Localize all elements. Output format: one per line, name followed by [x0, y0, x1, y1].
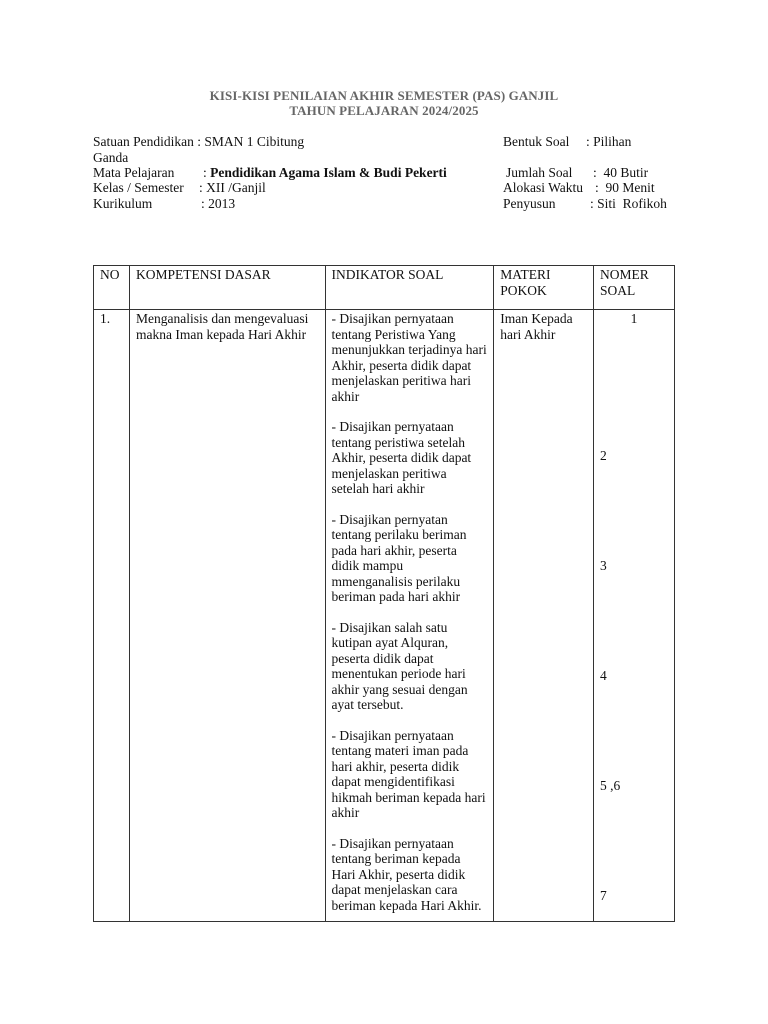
satuan-continuation: Ganda	[93, 150, 129, 165]
document-subtitle: TAHUN PELAJARAN 2024/2025	[289, 103, 479, 118]
mata-pelajaran-row	[203, 165, 447, 181]
kisi-kisi-table	[93, 265, 675, 922]
nomer-soal: 2	[600, 448, 607, 463]
nomer-soal: 5 ,6	[600, 778, 621, 793]
kurikulum-value: : 2013	[201, 196, 236, 211]
jumlah-soal-value: : 40 Butir	[593, 165, 649, 180]
header-materi: MATERI POKOK	[494, 266, 594, 310]
mata-pelajaran-label: Mata Pelajaran	[93, 165, 175, 180]
table-row	[94, 310, 675, 922]
jumlah-soal-label: Jumlah Soal	[506, 165, 573, 180]
header-kompetensi: KOMPETENSI DASAR	[129, 266, 325, 310]
nomer-soal: 1	[630, 311, 638, 326]
mata-pelajaran-sep: :	[203, 165, 211, 180]
bentuk-soal-label: Bentuk Soal	[503, 134, 570, 149]
nomer-soal: 3	[600, 558, 607, 573]
indikator-item: - Disajikan pernyataan tentang materi iman pada hari akhir, peserta didik dapat mengidentifikasi hikmah beriman kepada hari akhir	[331, 727, 486, 820]
nomer-soal: 7	[600, 888, 607, 903]
kurikulum-label: Kurikulum	[93, 196, 153, 211]
satuan-label: Satuan Pendidikan	[93, 134, 194, 149]
cell-no: 1.	[94, 310, 130, 922]
indikator-item: - Disajikan salah satu kutipan ayat Alquran, peserta didik dapat menentukan periode hari akhir yang sesuai dengan ayat tersebut.	[331, 619, 468, 712]
satuan-value: : SMAN 1 Cibitung	[197, 134, 305, 149]
alokasi-waktu-value: : 90 Menit	[595, 180, 655, 195]
indikator-item: - Disajikan pernyatan tentang perilaku beriman pada hari akhir, peserta didik mampu mmenganalisis perilaku beriman pada hari akhir	[331, 511, 467, 604]
kelas-label: Kelas / Semester	[93, 180, 184, 195]
penyusun-value: : Siti Rofikoh	[590, 196, 667, 211]
cell-kompetensi: Menganalisis dan mengevaluasi makna Iman kepada Hari Akhir	[129, 310, 325, 922]
header-no: NO	[94, 266, 130, 310]
kelas-value: : XII /Ganjil	[199, 180, 266, 195]
indikator-item: - Disajikan pernyataan tentang beriman kepada Hari Akhir, peserta didik dapat menjelaskan cara beriman kepada Hari Akhir.	[331, 835, 482, 913]
document-title: KISI-KISI PENILAIAN AKHIR SEMESTER (PAS) GANJIL	[209, 88, 559, 103]
penyusun-label: Penyusun	[503, 196, 556, 211]
cell-indikator	[325, 310, 494, 922]
cell-nomer	[594, 310, 675, 922]
bentuk-soal-value: : Pilihan	[586, 134, 632, 149]
mata-pelajaran-value: Pendidikan Agama Islam & Budi Pekerti	[210, 165, 447, 180]
header-indikator: INDIKATOR SOAL	[325, 266, 494, 310]
indikator-item: - Disajikan pernyataan tentang peristiwa setelah Akhir, peserta didik dapat menjelaskan peritiwa setelah hari akhir	[331, 419, 472, 496]
indikator-item: - Disajikan pernyataan tentang Peristiwa Yang menunjukkan terjadinya hari Akhir, peserta didik dapat menjelaskan peritiwa hari akhir	[331, 311, 487, 404]
satuan-pendidikan-row	[93, 134, 304, 150]
header-nomer: NOMER SOAL	[594, 266, 675, 310]
table-header-row	[94, 266, 675, 310]
nomer-soal: 4	[600, 668, 607, 683]
alokasi-waktu-label: Alokasi Waktu	[503, 180, 584, 195]
cell-materi: Iman Kepada hari Akhir	[494, 310, 594, 922]
